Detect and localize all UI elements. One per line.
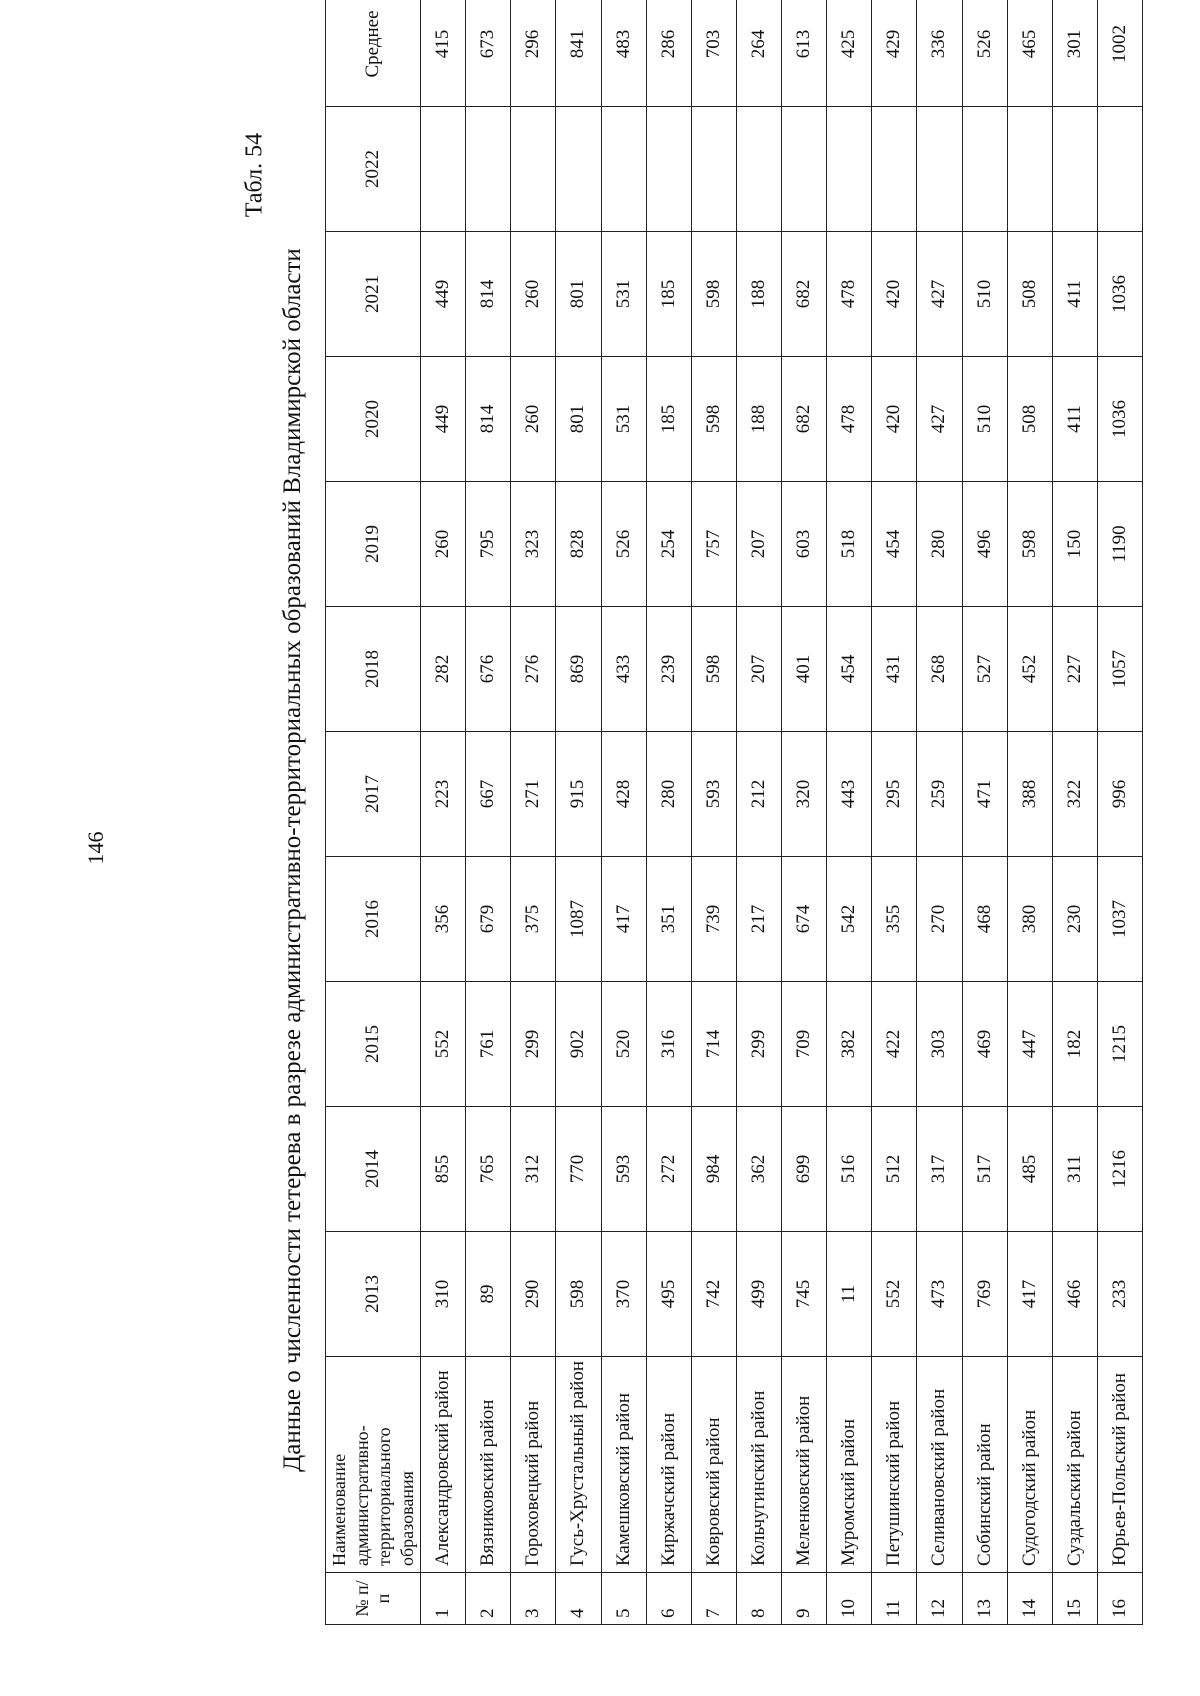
count-cell: 362 <box>736 1107 781 1232</box>
count-cell <box>736 107 781 232</box>
count-cell: 801 <box>556 357 601 482</box>
table-label: Табл. 54 <box>241 132 268 218</box>
count-cell: 679 <box>466 857 511 982</box>
average-cell: 483 <box>601 0 646 107</box>
count-cell: 769 <box>962 1232 1007 1357</box>
count-cell: 388 <box>1007 732 1052 857</box>
count-cell: 217 <box>736 857 781 982</box>
count-cell <box>782 107 827 232</box>
count-cell: 801 <box>556 232 601 357</box>
count-cell <box>872 107 917 232</box>
header-year: 2022 <box>326 107 421 232</box>
count-cell: 466 <box>1052 1232 1097 1357</box>
table-row <box>1007 0 1052 1625</box>
average-cell: 465 <box>1007 0 1052 107</box>
count-cell: 485 <box>1007 1107 1052 1232</box>
count-cell: 552 <box>872 1232 917 1357</box>
count-cell: 411 <box>1052 232 1097 357</box>
count-cell: 370 <box>601 1232 646 1357</box>
average-cell: 264 <box>736 0 781 107</box>
count-cell: 299 <box>736 982 781 1107</box>
count-cell: 422 <box>872 982 917 1107</box>
count-cell <box>1097 107 1142 232</box>
count-cell: 518 <box>827 482 872 607</box>
count-cell: 420 <box>872 232 917 357</box>
district-name: Александровский район <box>421 1357 466 1573</box>
count-cell: 814 <box>466 357 511 482</box>
table-row <box>962 0 1007 1625</box>
header-year: 2015 <box>326 982 421 1107</box>
count-cell: 452 <box>1007 607 1052 732</box>
count-cell: 598 <box>556 1232 601 1357</box>
count-cell: 1216 <box>1097 1107 1142 1232</box>
count-cell: 382 <box>827 982 872 1107</box>
count-cell: 290 <box>511 1232 556 1357</box>
count-cell: 356 <box>421 857 466 982</box>
count-cell: 303 <box>917 982 962 1107</box>
table-row <box>691 0 736 1625</box>
header-year: 2017 <box>326 732 421 857</box>
count-cell: 282 <box>421 607 466 732</box>
average-cell: 841 <box>556 0 601 107</box>
average-cell: 296 <box>511 0 556 107</box>
count-cell: 310 <box>421 1232 466 1357</box>
count-cell: 260 <box>421 482 466 607</box>
count-cell: 855 <box>421 1107 466 1232</box>
count-cell: 761 <box>466 982 511 1107</box>
count-cell: 517 <box>962 1107 1007 1232</box>
count-cell: 1190 <box>1097 482 1142 607</box>
count-cell: 259 <box>917 732 962 857</box>
count-cell: 454 <box>827 607 872 732</box>
count-cell: 516 <box>827 1107 872 1232</box>
count-cell <box>1052 107 1097 232</box>
count-cell: 185 <box>646 232 691 357</box>
row-number: 11 <box>872 1573 917 1625</box>
header-year: 2016 <box>326 857 421 982</box>
average-cell: 1002 <box>1097 0 1142 107</box>
district-name: Кольчугинский район <box>736 1357 781 1573</box>
table-row <box>827 0 872 1625</box>
average-cell: 415 <box>421 0 466 107</box>
average-cell: 703 <box>691 0 736 107</box>
count-cell: 598 <box>1007 482 1052 607</box>
row-number: 1 <box>421 1573 466 1625</box>
count-cell <box>827 107 872 232</box>
district-name: Киржачский район <box>646 1357 691 1573</box>
count-cell: 443 <box>827 732 872 857</box>
district-name: Ковровский район <box>691 1357 736 1573</box>
district-name: Муромский район <box>827 1357 872 1573</box>
count-cell: 739 <box>691 857 736 982</box>
row-number: 14 <box>1007 1573 1052 1625</box>
average-cell: 613 <box>782 0 827 107</box>
count-cell: 188 <box>736 357 781 482</box>
count-cell: 478 <box>827 232 872 357</box>
table-row <box>601 0 646 1625</box>
count-cell: 447 <box>1007 982 1052 1107</box>
count-cell: 254 <box>646 482 691 607</box>
count-cell: 270 <box>917 857 962 982</box>
count-cell <box>962 107 1007 232</box>
count-cell <box>646 107 691 232</box>
district-name: Вязниковский район <box>466 1357 511 1573</box>
count-cell: 295 <box>872 732 917 857</box>
table-header-row <box>326 0 421 1625</box>
district-name: Юрьев-Польский район <box>1097 1357 1142 1573</box>
table-row <box>466 0 511 1625</box>
count-cell: 757 <box>691 482 736 607</box>
count-cell: 11 <box>827 1232 872 1357</box>
table-row <box>646 0 691 1625</box>
row-number: 6 <box>646 1573 691 1625</box>
header-year: 2020 <box>326 357 421 482</box>
count-cell: 89 <box>466 1232 511 1357</box>
count-cell: 471 <box>962 732 1007 857</box>
count-cell: 520 <box>601 982 646 1107</box>
count-cell <box>466 107 511 232</box>
district-name: Гороховецкий район <box>511 1357 556 1573</box>
count-cell: 411 <box>1052 357 1097 482</box>
table-title: Данные о численности тетерева в разрезе административно-территориальных образований Владимирской области <box>279 248 306 1472</box>
count-cell: 478 <box>827 357 872 482</box>
count-cell: 431 <box>872 607 917 732</box>
count-cell: 765 <box>466 1107 511 1232</box>
header-year: 2019 <box>326 482 421 607</box>
count-cell <box>511 107 556 232</box>
count-cell: 552 <box>421 982 466 1107</box>
row-number: 7 <box>691 1573 736 1625</box>
count-cell <box>421 107 466 232</box>
row-number: 3 <box>511 1573 556 1625</box>
average-cell: 286 <box>646 0 691 107</box>
count-cell: 598 <box>691 232 736 357</box>
count-cell: 320 <box>782 732 827 857</box>
district-name: Суздальский район <box>1052 1357 1097 1573</box>
count-cell: 312 <box>511 1107 556 1232</box>
count-cell: 682 <box>782 357 827 482</box>
count-cell: 427 <box>917 357 962 482</box>
count-cell: 351 <box>646 857 691 982</box>
average-cell: 526 <box>962 0 1007 107</box>
count-cell: 280 <box>646 732 691 857</box>
header-name: Наименование административно-территориального образования <box>326 1357 421 1573</box>
count-cell: 682 <box>782 232 827 357</box>
row-number: 12 <box>917 1573 962 1625</box>
count-cell: 510 <box>962 357 1007 482</box>
count-cell: 322 <box>1052 732 1097 857</box>
table-row <box>1097 0 1142 1625</box>
count-cell: 593 <box>691 732 736 857</box>
count-cell: 355 <box>872 857 917 982</box>
count-cell <box>917 107 962 232</box>
row-number: 8 <box>736 1573 781 1625</box>
table-row <box>511 0 556 1625</box>
district-name: Гусь-Хрустальный район <box>556 1357 601 1573</box>
count-cell: 469 <box>962 982 1007 1107</box>
row-number: 5 <box>601 1573 646 1625</box>
data-table <box>325 0 1143 1625</box>
count-cell: 674 <box>782 857 827 982</box>
table-row <box>421 0 466 1625</box>
count-cell: 182 <box>1052 982 1097 1107</box>
count-cell: 709 <box>782 982 827 1107</box>
count-cell: 449 <box>421 357 466 482</box>
count-cell: 449 <box>421 232 466 357</box>
count-cell: 280 <box>917 482 962 607</box>
count-cell: 1036 <box>1097 357 1142 482</box>
count-cell: 417 <box>1007 1232 1052 1357</box>
table-row <box>917 0 962 1625</box>
count-cell: 531 <box>601 232 646 357</box>
count-cell: 499 <box>736 1232 781 1357</box>
count-cell: 495 <box>646 1232 691 1357</box>
count-cell: 468 <box>962 857 1007 982</box>
count-cell: 508 <box>1007 357 1052 482</box>
count-cell <box>691 107 736 232</box>
count-cell: 420 <box>872 357 917 482</box>
count-cell: 227 <box>1052 607 1097 732</box>
page-number: 146 <box>83 831 108 865</box>
row-number: 2 <box>466 1573 511 1625</box>
district-name: Меленковский район <box>782 1357 827 1573</box>
count-cell: 188 <box>736 232 781 357</box>
average-cell: 336 <box>917 0 962 107</box>
district-name: Собинский район <box>962 1357 1007 1573</box>
count-cell: 667 <box>466 732 511 857</box>
count-cell: 512 <box>872 1107 917 1232</box>
count-cell: 185 <box>646 357 691 482</box>
count-cell: 375 <box>511 857 556 982</box>
header-year: 2013 <box>326 1232 421 1357</box>
average-cell: 429 <box>872 0 917 107</box>
count-cell: 527 <box>962 607 1007 732</box>
count-cell: 212 <box>736 732 781 857</box>
count-cell: 542 <box>827 857 872 982</box>
count-cell: 473 <box>917 1232 962 1357</box>
count-cell: 603 <box>782 482 827 607</box>
count-cell: 828 <box>556 482 601 607</box>
count-cell: 454 <box>872 482 917 607</box>
count-cell: 428 <box>601 732 646 857</box>
count-cell: 714 <box>691 982 736 1107</box>
count-cell: 869 <box>556 607 601 732</box>
count-cell: 207 <box>736 482 781 607</box>
district-name: Петушинский район <box>872 1357 917 1573</box>
count-cell: 902 <box>556 982 601 1107</box>
count-cell <box>1007 107 1052 232</box>
count-cell: 323 <box>511 482 556 607</box>
count-cell: 207 <box>736 607 781 732</box>
count-cell: 230 <box>1052 857 1097 982</box>
row-number: 15 <box>1052 1573 1097 1625</box>
count-cell: 770 <box>556 1107 601 1232</box>
count-cell: 1087 <box>556 857 601 982</box>
count-cell: 676 <box>466 607 511 732</box>
count-cell: 150 <box>1052 482 1097 607</box>
table-row <box>1052 0 1097 1625</box>
count-cell: 1215 <box>1097 982 1142 1107</box>
district-name: Камешковский район <box>601 1357 646 1573</box>
count-cell: 593 <box>601 1107 646 1232</box>
header-year: 2014 <box>326 1107 421 1232</box>
count-cell: 272 <box>646 1107 691 1232</box>
count-cell: 223 <box>421 732 466 857</box>
count-cell: 984 <box>691 1107 736 1232</box>
count-cell: 233 <box>1097 1232 1142 1357</box>
count-cell: 510 <box>962 232 1007 357</box>
count-cell: 260 <box>511 232 556 357</box>
header-year: 2021 <box>326 232 421 357</box>
count-cell: 496 <box>962 482 1007 607</box>
table-body <box>421 0 1143 1625</box>
count-cell: 598 <box>691 357 736 482</box>
average-cell: 673 <box>466 0 511 107</box>
count-cell: 1036 <box>1097 232 1142 357</box>
table-row <box>556 0 601 1625</box>
count-cell: 795 <box>466 482 511 607</box>
count-cell <box>601 107 646 232</box>
count-cell: 814 <box>466 232 511 357</box>
average-cell: 425 <box>827 0 872 107</box>
district-name: Селивановский район <box>917 1357 962 1573</box>
count-cell: 526 <box>601 482 646 607</box>
count-cell: 915 <box>556 732 601 857</box>
header-year: 2018 <box>326 607 421 732</box>
count-cell: 268 <box>917 607 962 732</box>
district-name: Судогодский район <box>1007 1357 1052 1573</box>
count-cell: 996 <box>1097 732 1142 857</box>
rotated-table-container <box>325 10 1143 1625</box>
count-cell: 276 <box>511 607 556 732</box>
table-row <box>872 0 917 1625</box>
row-number: 16 <box>1097 1573 1142 1625</box>
header-average: Среднее <box>326 0 421 107</box>
count-cell: 433 <box>601 607 646 732</box>
count-cell: 316 <box>646 982 691 1107</box>
average-cell: 301 <box>1052 0 1097 107</box>
count-cell: 271 <box>511 732 556 857</box>
count-cell: 1037 <box>1097 857 1142 982</box>
count-cell: 427 <box>917 232 962 357</box>
count-cell: 299 <box>511 982 556 1107</box>
count-cell: 380 <box>1007 857 1052 982</box>
count-cell: 742 <box>691 1232 736 1357</box>
count-cell: 401 <box>782 607 827 732</box>
header-num: № п/п <box>326 1573 421 1625</box>
table-row <box>782 0 827 1625</box>
row-number: 9 <box>782 1573 827 1625</box>
count-cell: 311 <box>1052 1107 1097 1232</box>
count-cell: 239 <box>646 607 691 732</box>
count-cell: 598 <box>691 607 736 732</box>
count-cell: 699 <box>782 1107 827 1232</box>
row-number: 13 <box>962 1573 1007 1625</box>
count-cell: 417 <box>601 857 646 982</box>
count-cell: 1057 <box>1097 607 1142 732</box>
count-cell: 260 <box>511 357 556 482</box>
count-cell: 531 <box>601 357 646 482</box>
count-cell: 317 <box>917 1107 962 1232</box>
count-cell <box>556 107 601 232</box>
count-cell: 508 <box>1007 232 1052 357</box>
row-number: 10 <box>827 1573 872 1625</box>
table-row <box>736 0 781 1625</box>
row-number: 4 <box>556 1573 601 1625</box>
count-cell: 745 <box>782 1232 827 1357</box>
